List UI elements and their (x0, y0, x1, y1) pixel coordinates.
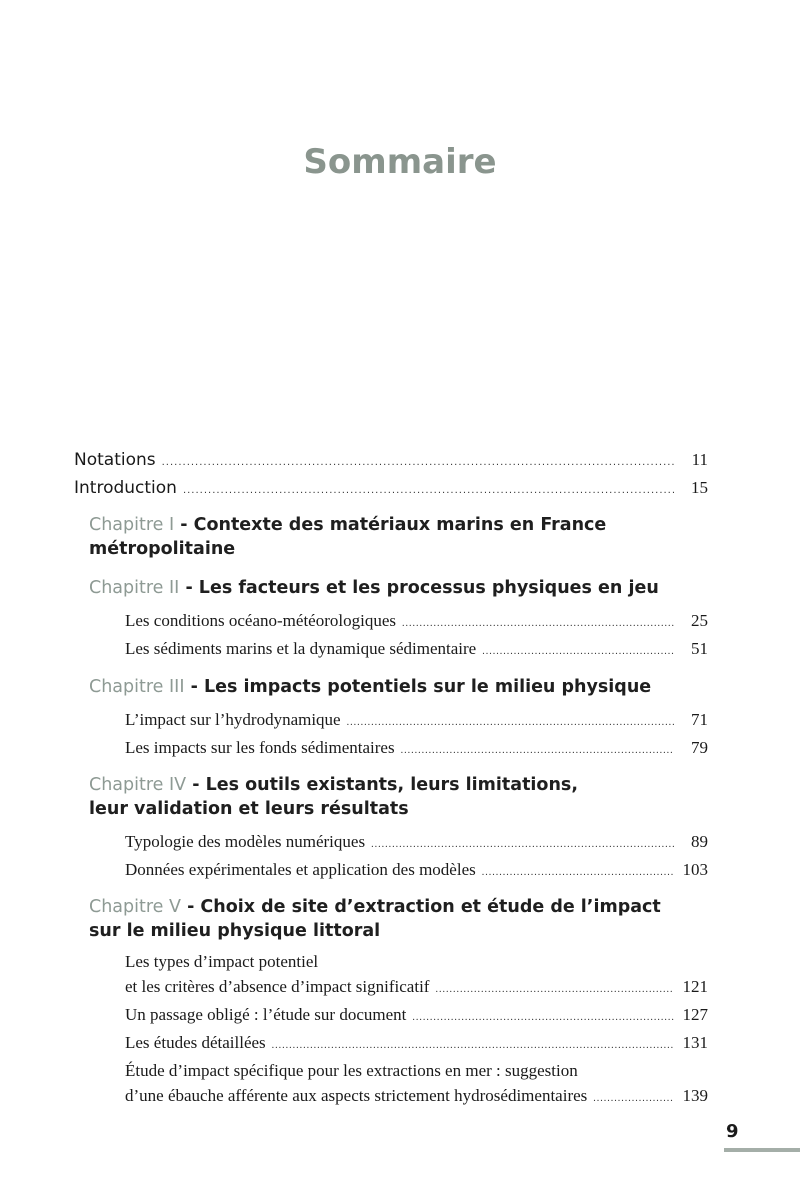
section-label: Les études détaillées (125, 1033, 266, 1052)
page-title: Sommaire (303, 142, 497, 182)
toc-section[interactable] (125, 857, 708, 885)
dot-leader (162, 450, 674, 476)
chapter-heading-2[interactable] (89, 576, 708, 600)
toc-section-multiline[interactable] (125, 1058, 708, 1111)
section-page: 71 (691, 710, 708, 729)
section-label: L’impact sur l’hydrodynamique (125, 710, 341, 729)
chapter-title: - Les outils existants, leurs limitations, (192, 775, 578, 795)
toc-entry-page: 11 (691, 450, 708, 469)
dot-leader (401, 738, 674, 763)
page-number: 9 (726, 1121, 739, 1142)
section-page: 25 (691, 611, 708, 630)
section-page: 79 (691, 738, 708, 757)
chapter-number: Chapitre IV (89, 775, 187, 795)
toc-entry-page: 15 (691, 478, 708, 497)
toc-section[interactable] (125, 1030, 708, 1058)
section-label: Typologie des modèles numériques (125, 832, 366, 851)
chapter-number: Chapitre II (89, 578, 180, 598)
section-label: Un passage obligé : l’étude sur document (125, 1005, 407, 1024)
dot-leader (482, 639, 674, 664)
chapter-title-cont: sur le milieu physique littoral (89, 921, 381, 941)
chapter-heading-3[interactable] (89, 675, 708, 699)
section-label: Les impacts sur les fonds sédimentaires (125, 738, 395, 757)
toc-section[interactable] (125, 707, 708, 735)
chapter-title: - Contexte des matériaux marins en France (180, 515, 607, 535)
toc-section[interactable] (125, 735, 708, 763)
chapter-title-cont: leur validation et leurs résultats (89, 799, 409, 819)
chapter-number: Chapitre V (89, 897, 181, 917)
section-page: 51 (691, 639, 708, 658)
toc-entry-introduction[interactable] (74, 475, 708, 503)
section-page: 131 (682, 1033, 708, 1052)
chapter-heading-4[interactable] (89, 773, 708, 821)
section-label-line1: Étude d’impact spécifique pour les extractions en mer : suggestion (125, 1061, 578, 1080)
section-page: 121 (682, 977, 708, 996)
toc-section[interactable] (125, 608, 708, 636)
dot-leader (272, 1033, 674, 1058)
section-label: d’une ébauche afférente aux aspects strictement hydrosédimentaires (125, 1086, 588, 1105)
section-label: Les conditions océano-météorologiques (125, 611, 396, 630)
section-label: Données expérimentales et application des modèles (125, 860, 476, 879)
toc-section-multiline[interactable] (125, 949, 708, 1002)
chapter-title-cont: métropolitaine (89, 539, 236, 559)
dot-leader (371, 832, 674, 857)
footer-rule (724, 1148, 800, 1152)
chapter-title: - Les facteurs et les processus physiques en jeu (185, 578, 659, 598)
chapter-number: Chapitre I (89, 515, 175, 535)
toc-entry-label: Notations (74, 450, 156, 470)
dot-leader (412, 1005, 674, 1030)
toc-entry-label: Introduction (74, 478, 177, 498)
toc-section[interactable] (125, 636, 708, 664)
section-page: 139 (682, 1086, 708, 1105)
section-label: Les sédiments marins et la dynamique sédimentaire (125, 639, 477, 658)
dot-leader (593, 1086, 674, 1111)
chapter-heading-5[interactable] (89, 895, 708, 943)
section-page: 89 (691, 832, 708, 851)
chapter-number: Chapitre III (89, 677, 185, 697)
section-page: 103 (682, 860, 708, 879)
table-of-contents (74, 447, 708, 1111)
toc-entry-notations[interactable] (74, 447, 708, 475)
section-label-line1: Les types d’impact potentiel (125, 952, 319, 971)
dot-leader (482, 860, 674, 885)
chapter-heading-1[interactable] (89, 513, 708, 561)
toc-section[interactable] (125, 1002, 708, 1030)
dot-leader (435, 977, 674, 1002)
dot-leader (183, 478, 674, 504)
dot-leader (402, 611, 674, 636)
section-page: 127 (682, 1005, 708, 1024)
chapter-title: - Les impacts potentiels sur le milieu physique (190, 677, 652, 697)
toc-section[interactable] (125, 829, 708, 857)
section-label: et les critères d’absence d’impact significatif (125, 977, 430, 996)
dot-leader (347, 710, 674, 735)
chapter-title: - Choix de site d’extraction et étude de l’impact (187, 897, 661, 917)
